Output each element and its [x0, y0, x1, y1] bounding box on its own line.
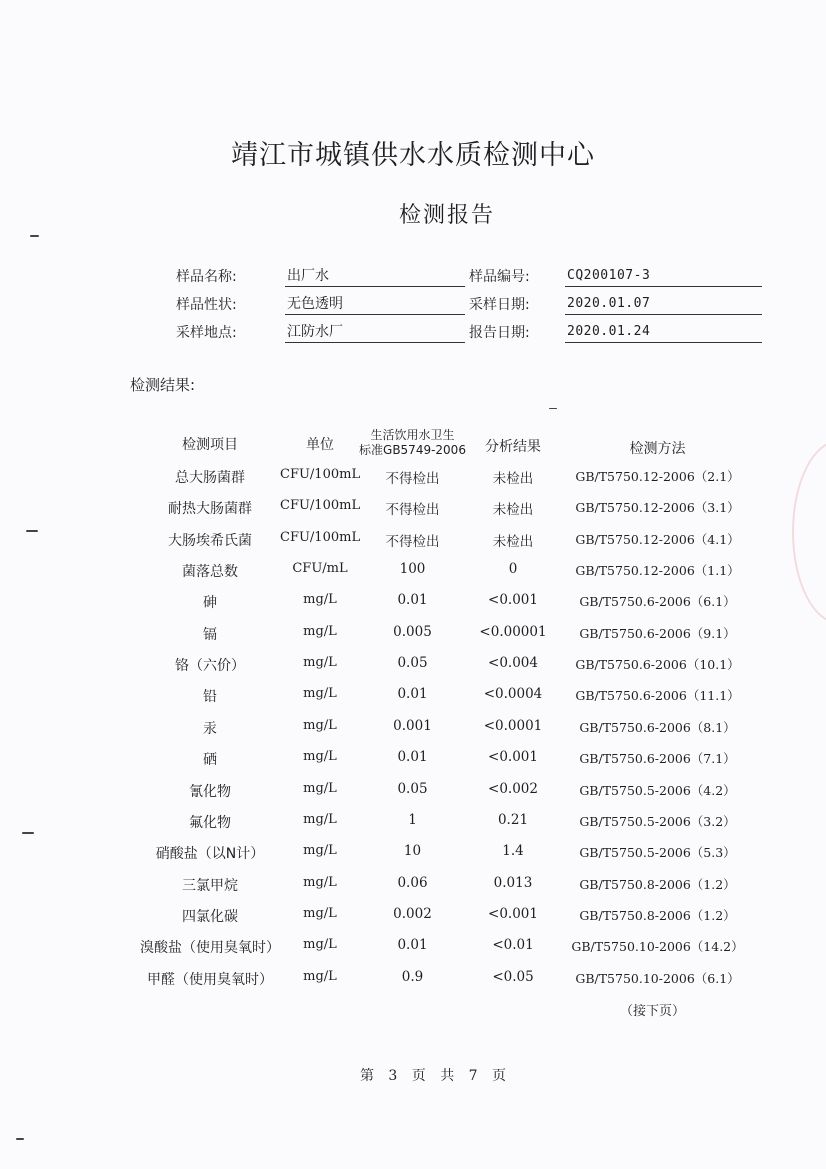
header-standard-line1: 生活饮用水卫生 [370, 428, 455, 442]
cell-unit: mg/L [303, 874, 337, 890]
table-row [0, 655, 826, 683]
cell-result: 未检出 [492, 502, 534, 519]
table-row [0, 467, 826, 495]
cell-method: GB/T5750.6-2006（9.1） [579, 625, 736, 641]
cell-result: <0.002 [488, 780, 538, 797]
cell-item: 大肠埃希氏菌 [168, 532, 252, 549]
cell-result: 0 [508, 561, 518, 578]
cell-standard: 0.01 [397, 686, 428, 703]
cell-item: 硝酸盐（以N计） [155, 846, 265, 863]
org-title: 靖江市城镇供水水质检测中心 [231, 140, 595, 171]
cell-item: 砷 [203, 595, 217, 612]
cell-result: <0.001 [488, 905, 538, 922]
sample-no-label: 样品编号: [469, 269, 530, 285]
cell-result: <0.0004 [483, 686, 543, 703]
scan-mark [16, 1138, 24, 1140]
cell-result: 0.013 [493, 874, 533, 891]
report-title: 检测报告 [398, 203, 495, 228]
cell-unit: mg/L [303, 717, 337, 733]
cell-result: 0.21 [497, 811, 529, 828]
cell-result: <0.00001 [479, 623, 547, 640]
table-row [0, 718, 826, 746]
table-row [0, 781, 826, 809]
sample-property-label: 样品性状: [176, 297, 237, 313]
scan-mark [22, 832, 34, 834]
cell-standard: 不得检出 [385, 502, 440, 519]
table-row [0, 498, 826, 526]
cell-method: GB/T5750.6-2006（11.1） [575, 688, 740, 704]
cell-result: <0.01 [492, 937, 534, 954]
cell-item: 三氯甲烷 [182, 877, 238, 894]
cell-method: GB/T5750.6-2006（6.1） [579, 594, 736, 610]
cell-standard: 0.9 [401, 968, 424, 985]
cell-result: 1.4 [502, 843, 524, 860]
table-row [0, 875, 826, 903]
header-standard-line2: 标准GB5749-2006 [359, 443, 466, 457]
sampling-site-value: 江防水厂 [285, 322, 465, 343]
header-standard [355, 428, 470, 458]
cell-standard: 不得检出 [385, 533, 440, 550]
cell-method: GB/T5750.8-2006（1.2） [579, 876, 736, 892]
table-row [0, 812, 826, 840]
cell-standard: 10 [403, 843, 422, 860]
cell-method: GB/T5750.8-2006（1.2） [579, 907, 736, 923]
cell-unit: mg/L [303, 623, 337, 639]
cell-unit: CFU/100mL [280, 467, 361, 482]
cell-unit: mg/L [303, 843, 337, 859]
cell-unit: mg/L [303, 592, 337, 608]
cell-item: 溴酸盐（使用臭氧时） [140, 940, 280, 957]
header-item: 检测项目 [182, 437, 238, 453]
cell-item: 耐热大肠菌群 [168, 501, 252, 518]
cell-item: 硒 [203, 752, 217, 769]
cell-standard: 0.06 [397, 874, 428, 891]
cell-method: GB/T5750.12-2006（3.1） [575, 500, 740, 516]
cell-method: GB/T5750.6-2006（8.1） [579, 719, 736, 735]
cell-unit: mg/L [303, 905, 337, 921]
table-row [0, 906, 826, 934]
scan-mark [549, 408, 557, 409]
scan-mark [30, 235, 39, 237]
cell-standard: 0.01 [397, 592, 428, 609]
cell-unit: mg/L [303, 937, 337, 953]
cell-result: <0.05 [492, 968, 534, 985]
cell-method: GB/T5750.12-2006（1.1） [575, 563, 740, 579]
cell-item: 铅 [203, 689, 217, 706]
info-row-2 [0, 294, 826, 318]
cell-result: 未检出 [492, 533, 534, 550]
cell-method: GB/T5750.5-2006（3.2） [579, 813, 736, 829]
cell-result: <0.0001 [483, 717, 543, 734]
sample-name-value: 出厂水 [285, 266, 465, 287]
sample-name-label: 样品名称: [176, 269, 237, 285]
cell-method: GB/T5750.5-2006（4.2） [579, 782, 736, 798]
cell-standard: 0.01 [397, 937, 428, 954]
header-unit: 单位 [306, 437, 334, 453]
cell-standard: 0.05 [397, 780, 428, 797]
page-footer: 第 3 页 共 7 页 [359, 1068, 507, 1084]
sampling-date-value: 2020.01.07 [565, 294, 762, 315]
cell-unit: mg/L [303, 968, 337, 984]
cell-item: 镉 [203, 626, 217, 643]
cell-standard: 不得检出 [385, 471, 440, 487]
table-row [0, 749, 826, 777]
table-row [0, 561, 826, 589]
cell-item: 氰化物 [189, 783, 231, 800]
table-header [0, 428, 826, 468]
cell-standard: 1 [408, 811, 417, 828]
cell-standard: 0.05 [397, 655, 428, 672]
cell-item: 四氯化碳 [182, 908, 238, 925]
cell-item: 甲醛（使用臭氧时） [147, 971, 273, 988]
cell-method: GB/T5750.6-2006（7.1） [579, 751, 736, 767]
cell-item: 铬（六价） [175, 658, 245, 675]
cell-standard: 100 [399, 561, 426, 578]
table-row [0, 592, 826, 620]
cell-result: <0.001 [488, 592, 538, 609]
cell-result: <0.001 [488, 749, 538, 766]
cell-item: 菌落总数 [182, 564, 238, 581]
cell-unit: CFU/100mL [280, 529, 361, 545]
table-row [0, 686, 826, 714]
cell-result: <0.004 [488, 655, 538, 672]
header-method: 检测方法 [629, 441, 686, 457]
cell-method: GB/T5750.6-2006（10.1） [575, 657, 740, 673]
table-row [0, 937, 826, 965]
cell-standard: 0.01 [397, 749, 428, 766]
scan-mark [26, 530, 38, 532]
cell-standard: 0.005 [393, 623, 432, 640]
table-row [0, 624, 826, 652]
cell-unit: mg/L [303, 749, 337, 765]
table-row [0, 969, 826, 997]
sampling-site-label: 采样地点: [176, 325, 237, 341]
cell-method: GB/T5750.10-2006（6.1） [575, 970, 740, 986]
cell-unit: CFU/100mL [280, 498, 361, 514]
report-date-value: 2020.01.24 [565, 322, 762, 343]
cell-unit: CFU/mL [292, 561, 348, 577]
cell-item: 总大肠菌群 [175, 470, 245, 486]
cell-standard: 0.002 [393, 905, 432, 922]
sample-property-value: 无色透明 [285, 294, 465, 315]
report-date-label: 报告日期: [469, 325, 530, 341]
table-row [0, 530, 826, 558]
cell-unit: mg/L [303, 655, 337, 671]
cell-unit: mg/L [303, 686, 337, 702]
cell-item: 氟化物 [189, 814, 231, 831]
cell-method: GB/T5750.12-2006（4.1） [575, 531, 740, 547]
cell-standard: 0.001 [393, 717, 432, 734]
info-row-1 [0, 266, 826, 290]
table-row [0, 843, 826, 871]
results-label: 检测结果: [130, 376, 196, 394]
continued-note: （接下页） [620, 1004, 686, 1019]
cell-method: GB/T5750.5-2006（5.3） [579, 845, 736, 861]
sample-no-value: CQ200107-3 [565, 266, 762, 287]
cell-unit: mg/L [303, 811, 337, 827]
cell-result: 未检出 [492, 471, 534, 487]
cell-method: GB/T5750.12-2006（2.1） [575, 469, 740, 484]
info-row-3 [0, 322, 826, 346]
cell-item: 汞 [203, 720, 217, 737]
cell-method: GB/T5750.10-2006（14.2） [571, 939, 744, 955]
header-result: 分析结果 [485, 439, 541, 455]
sampling-date-label: 采样日期: [469, 297, 530, 313]
cell-unit: mg/L [303, 780, 337, 796]
